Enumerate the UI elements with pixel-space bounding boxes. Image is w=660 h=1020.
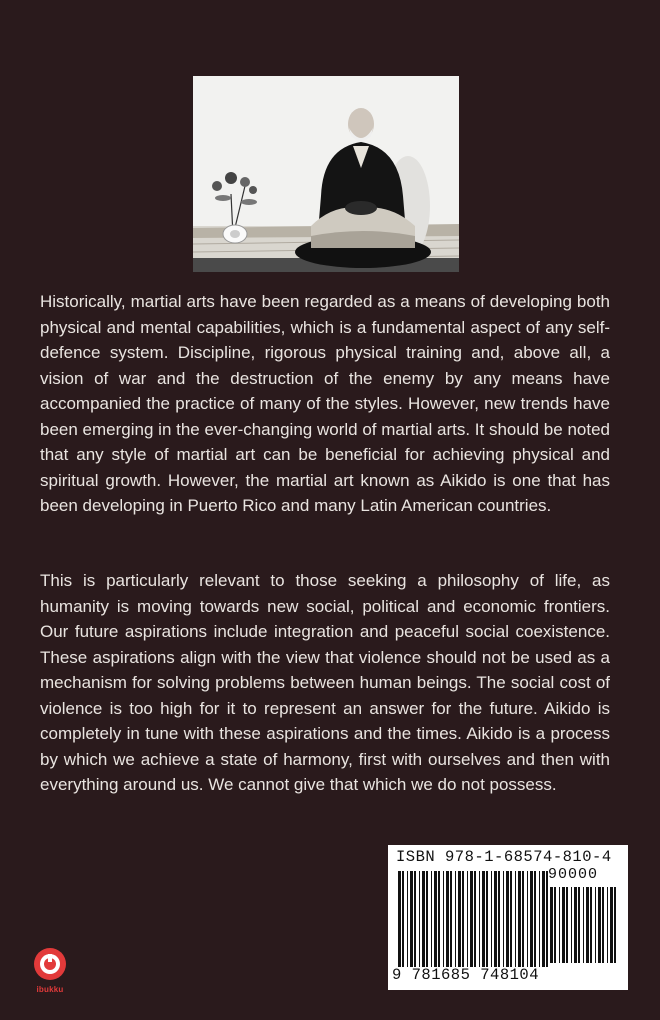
cover-photo <box>193 76 459 272</box>
blurb-paragraph-1: Historically, martial arts have been regarded as a means of developing both physical and mental capabilities, which is a fundamental aspect of any self-defence system. Discipline, rigorous physical training and, above all, a vision of war and the destruction of the enemy by any means have accompanied the practice of many of the styles. However, new trends have been emerging in the ever-changing world of martial arts. It should be noted that any style of martial art can be beneficial for achieving physical and spiritual growth. However, the martial art known as Aikido is one that has been developing in Puerto Rico and many Latin American countries. <box>40 292 610 515</box>
isbn-barcode <box>388 845 628 990</box>
publisher-logo-text: ibukku <box>36 985 64 994</box>
seated-master-image <box>193 76 459 272</box>
addon-barcode-bars-icon <box>550 887 618 963</box>
isbn-label: ISBN 978-1-68574-810-4 <box>396 848 612 866</box>
ean-digits: 9 781685 748104 <box>392 966 540 984</box>
blurb-paragraph-2: This is particularly relevant to those seeking a philosophy of life, as humanity is moving towards new social, political and economic frontiers. Our future aspirations include integration and peaceful social coexistence. These aspirations align with the view that violence should not be used as a mechanism for solving problems between human beings. The social cost of violence is too high for it to represent an answer for the future. Aikido is completely in tune with these aspirations and the times. Aikido is a process by which we achieve a state of harmony, first with ourselves and then with everything around us. We cannot give that which we do not possess. <box>40 571 610 794</box>
barcode-bars-icon <box>398 871 548 967</box>
price-code: 90000 <box>548 866 599 883</box>
